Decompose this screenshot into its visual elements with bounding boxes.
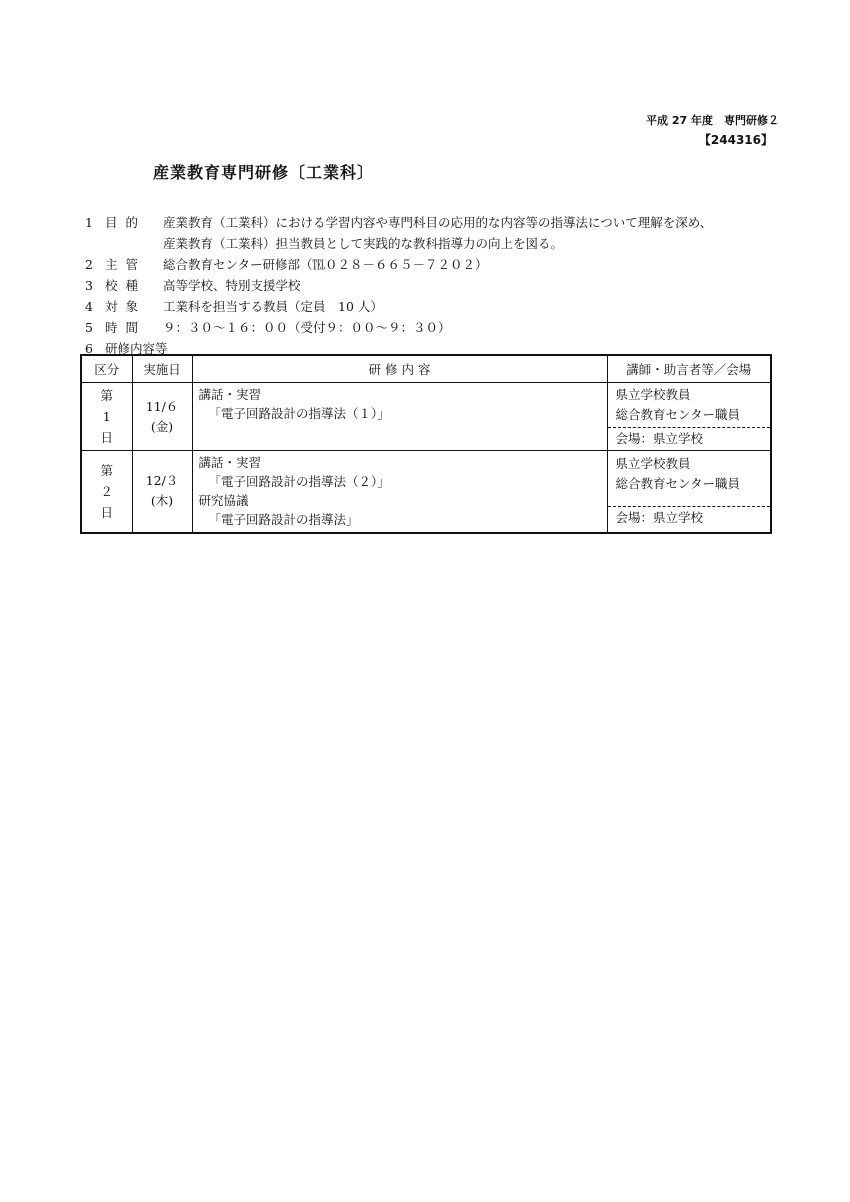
session-type: 研究協議 [198,493,249,508]
header-code: 【244316】 [698,133,773,147]
table-row [81,383,771,451]
division-text: 第 [100,462,113,478]
purpose-line-2: 産業教育（工業科）担当教員として実践的な教科指導力の向上を図る。 [163,236,564,251]
item-target [85,296,775,317]
session-type: 講話・実習 [198,455,262,470]
division-text: ２ [100,483,113,499]
item-label: 目 的 [105,215,140,230]
item-number: 3 [85,278,93,293]
header-date: 実施日 [132,355,192,383]
page-title: 産業教育専門研修〔工業科〕 [153,163,375,182]
purpose-line-1: 産業教育（工業科）における学習内容や専門科目の応用的な内容等の指導法について理解を深め、 [163,215,713,230]
date-text: 11/６ [145,398,179,414]
division-text: 1 [102,409,111,424]
item-label: 対 象 [105,299,140,314]
session-title: 「電子回路設計の指導法（２）」 [208,474,390,489]
item-text: 高等学校、特別支援学校 [163,278,301,293]
division-text: 日 [100,430,113,445]
item-number: 2 [85,257,93,272]
session-title: 「電子回路設計の指導法（１）」 [208,406,390,421]
venue-text: 会場：県立学校 [615,431,704,446]
item-label: 主 管 [105,257,140,272]
header-content: 研 修 内 容 [192,355,607,383]
division-cell [81,451,132,533]
date-cell [132,383,192,451]
division-text: 第 [100,388,113,403]
header-division: 区分 [81,355,132,383]
lecturer-text: 総合教育センター職員 [615,407,741,422]
lecturer-text: 県立学校教員 [615,387,691,402]
session-title: 「電子回路設計の指導法」 [208,512,359,527]
content-cell [192,383,607,451]
item-purpose [85,212,775,254]
lecturer-cell [607,383,771,451]
item-number: 6 [85,341,93,356]
item-host [85,254,775,275]
item-number: 4 [85,299,93,314]
item-text: ９：３０～１６：００（受付９：００～９：３０） [163,320,451,335]
weekday-text: (金) [150,418,174,434]
content-cell [192,451,607,533]
division-cell [81,383,132,451]
weekday-text: (木) [150,493,174,509]
division-text: 日 [100,504,113,520]
header-year: 平成 27 年度 専門研修２ [646,114,779,127]
header-lecturer: 講師・助言者等／会場 [607,355,771,383]
item-school [85,275,775,296]
item-label: 校 種 [105,278,140,293]
lecturer-cell [607,451,771,533]
item-time [85,317,775,338]
lecturer-text: 総合教育センター職員 [615,476,741,491]
table-header-row [81,355,771,383]
lecturer-text: 県立学校教員 [615,456,691,471]
item-label: 研修内容等 [105,341,168,356]
table-row [81,451,771,533]
item-text: 総合教育センター研修部（℡０２８－６６５－７２０２） [163,257,488,272]
item-text: 工業科を担当する教員（定員 10 人） [163,299,383,314]
session-type: 講話・実習 [198,387,262,402]
item-number: 1 [85,215,93,230]
date-text: 12/３ [145,473,179,489]
venue-text: 会場：県立学校 [615,510,704,525]
item-number: 5 [85,320,93,335]
item-label: 時 間 [105,320,140,335]
date-cell [132,451,192,533]
schedule-table [80,354,772,534]
overview-list [85,212,775,359]
